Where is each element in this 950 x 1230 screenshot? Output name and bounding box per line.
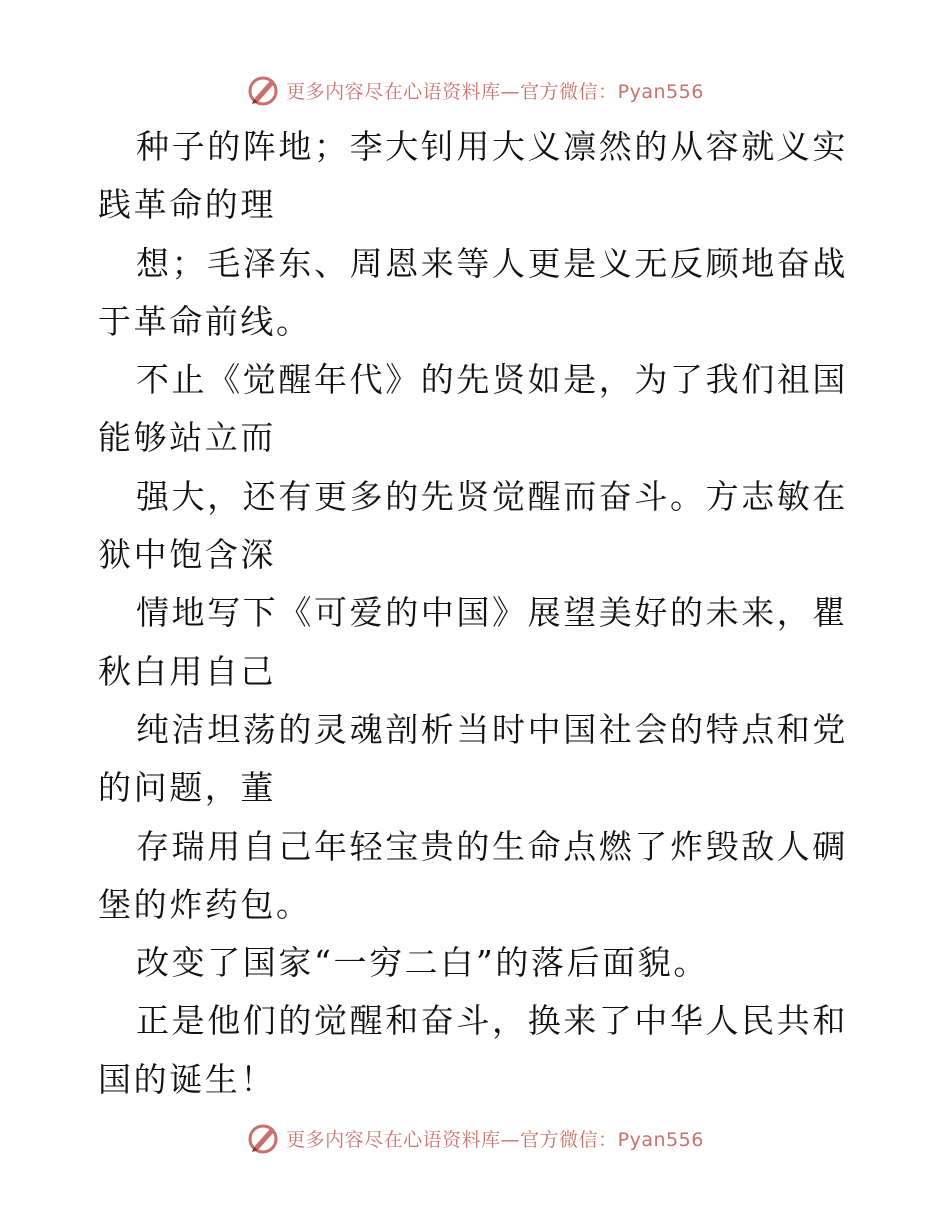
watermark-text: 更多内容尽在心语资料库—官方微信：Pyan556 bbox=[286, 80, 704, 103]
paragraph: 改变了国家“一穷二白”的落后面貌。 bbox=[136, 943, 709, 983]
document-body bbox=[98, 118, 858, 1109]
paragraph: 想；毛泽东、周恩来等人更是义无反顾地奋战于革命前线。 bbox=[98, 243, 848, 341]
paragraph: 存瑞用自己年轻宝贵的生命点燃了炸毁敌人碉堡的炸药包。 bbox=[98, 826, 848, 924]
watermark-text: 更多内容尽在心语资料库—官方微信：Pyan556 bbox=[286, 1128, 704, 1151]
footer-watermark bbox=[0, 1118, 950, 1158]
paragraph: 纯洁坦荡的灵魂剖析当时中国社会的特点和党的问题，董 bbox=[98, 709, 848, 808]
paragraph: 情地写下《可爱的中国》展望美好的未来，瞿秋白用自己 bbox=[98, 593, 848, 691]
paragraph: 强大，还有更多的先贤觉醒而奋斗。方志敏在狱中饱含深 bbox=[98, 476, 848, 575]
pen-logo-icon bbox=[246, 1121, 280, 1155]
header-watermark bbox=[0, 70, 950, 110]
paragraph: 正是他们的觉醒和奋斗，换来了中华人民共和国的诞生！ bbox=[98, 1001, 848, 1099]
paragraph: 种子的阵地；李大钊用大义凛然的从容就义实践革命的理 bbox=[98, 127, 848, 225]
paragraph: 不止《觉醒年代》的先贤如是，为了我们祖国能够站立而 bbox=[98, 360, 848, 458]
pen-logo-icon bbox=[246, 73, 280, 107]
